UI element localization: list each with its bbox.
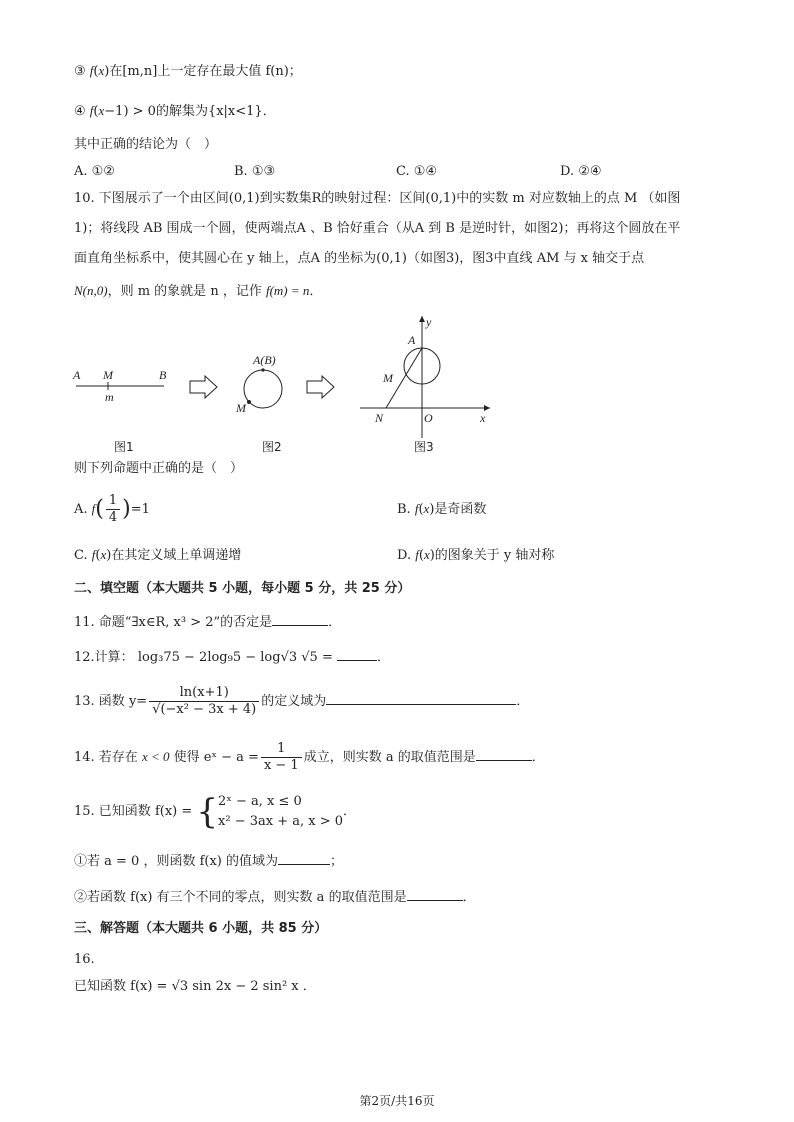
q12: [74, 648, 390, 667]
figure3-caption: 图3: [414, 440, 434, 454]
q9-option-c: C. ①④: [396, 164, 438, 179]
q15-label: 15. 已知函数 f(x) =: [74, 804, 193, 819]
arrow-right-icon: [190, 376, 217, 398]
q9-option-d: D. ②④: [560, 164, 602, 179]
q10-point-n: N(n,0): [74, 283, 108, 298]
fig3-label-m: M: [383, 371, 393, 385]
q13-label: 13. 函数 y=: [74, 694, 148, 709]
q13-end: ．: [516, 694, 530, 709]
section3-title: 三、解答题（本大题共 6 小题，共 85 分）: [74, 921, 328, 936]
q15-part2: [74, 888, 476, 907]
q10-line3: 面直角坐标系中，使其圆心在 y 轴上，点A 的坐标为(0,1)（如图3)，图3中直线 AM 与 x 轴交于点: [74, 251, 645, 266]
q11-text: 11. 命题“∃x∈R, x³ > 2”的否定是: [74, 615, 273, 630]
q10-line2: 1)；将线段 AB 围成一个圆，使两端点A 、B 恰好重合（从A 到 B 是逆时针，如图2)；再将这个圆放在平: [74, 221, 681, 236]
q9-item4-mark: ④: [74, 104, 86, 119]
q10-option-b: B. f(x)是奇函数: [397, 501, 487, 517]
q13-numerator: ln(x+1): [149, 685, 259, 702]
q15-part2-blank: [407, 888, 463, 901]
q14-expression: eˣ − a =: [203, 750, 259, 765]
q15-cases: [218, 792, 343, 832]
q9-item3-mark: ③: [74, 64, 86, 79]
q9-item3: ③ f(x)在[m,n]上一定存在最大值 f(n)；: [74, 63, 302, 79]
q14-text2: 成立，则实数 a 的取值范围是: [303, 750, 476, 765]
q14-end: ．: [531, 750, 545, 765]
fig1-label-m: M: [103, 368, 113, 382]
q10-line1: 10. 下图展示了一个由区间(0,1)到实数集R的映射过程：区间(0,1)中的实数 m 对应数轴上的点 M （如图: [74, 191, 681, 206]
q10-fm-eq: f(m) = n: [265, 283, 310, 298]
q15-part1-text: ①若 a = 0 ，则函数 f(x) 的值域为: [74, 854, 278, 869]
q13-answer-blank: [326, 692, 516, 705]
figure2-circle: [235, 353, 282, 415]
q14: [74, 739, 545, 776]
fig3-label-x: x: [480, 411, 486, 425]
q13-denominator: √(−x² − 3x + 4): [152, 702, 257, 717]
q10-option-a-den: 4: [108, 510, 118, 525]
q15-part2-end: ．: [462, 890, 476, 905]
q10-option-d-label: D.: [397, 548, 412, 563]
q10-option-a-fraction: [106, 493, 120, 526]
q10-option-c-text: 在其定义域上单调递增: [111, 548, 242, 563]
q9-prompt: 其中正确的结论为（ ）: [74, 137, 218, 152]
q12-label: 12.计算：: [74, 650, 134, 665]
q16-number: 16.: [74, 952, 95, 967]
figure3-coordinate-plane: [360, 315, 490, 438]
q12-end: ．: [376, 650, 390, 665]
fig1-label-a: A: [73, 368, 81, 382]
fig2-label-ab: A(B): [253, 353, 276, 367]
fig3-label-n: N: [375, 411, 384, 425]
q15-part2-text: ②若函数 f(x) 有三个不同的零点，则实数 a 的取值范围是: [74, 890, 407, 905]
q10-option-b-text: 是奇函数: [434, 502, 487, 517]
q10-figures: [60, 308, 500, 448]
q10-prompt: 则下列命题中正确的是（ ）: [74, 461, 244, 476]
section2-title: 二、填空题（本大题共 5 小题，每小题 5 分，共 25 分）: [74, 581, 411, 596]
fig1-label-m-lower: m: [105, 390, 114, 404]
q15-case1: 2ˣ − a, x ≤ 0: [218, 793, 302, 809]
figure2-caption: 图2: [262, 440, 282, 454]
q14-numerator: 1: [261, 741, 302, 758]
q14-fraction: [261, 741, 302, 774]
q9-item3-text: 在[m,n]上一定存在最大值 f(n)；: [109, 64, 302, 79]
q10-line4: [74, 282, 322, 301]
q10-option-a: A. f( $\frac{1}{4}$ )=1: [74, 493, 150, 525]
fig2-label-m: M: [236, 401, 246, 415]
q13-text: 的定义域为: [261, 694, 327, 709]
q14-answer-blank: [476, 748, 532, 761]
q10-line4-text: ，则 m 的象就是 n ，记作: [107, 284, 262, 299]
q14-text: 使得: [173, 750, 200, 765]
figure1-segment: [72, 368, 167, 404]
q13: [74, 684, 529, 720]
q11: [74, 613, 341, 632]
fig3-label-y: y: [426, 315, 432, 329]
q16-text: 已知函数 f(x) = √3 sin 2x − 2 sin² x ．: [74, 979, 316, 994]
q9-item4: ④ f(x−1) > 0的解集为{x|x<1}．: [74, 103, 276, 119]
q15-part1-blank: [278, 852, 330, 865]
q10-option-c: C. f(x)在其定义域上单调递增: [74, 547, 242, 563]
q9-item4-text: 的解集为{x|x<1}．: [155, 104, 276, 119]
q14-denominator: x − 1: [263, 758, 299, 773]
q10-option-a-num: 1: [106, 493, 120, 510]
q15: [74, 790, 356, 834]
fig3-label-o: O: [424, 411, 433, 425]
q15-end: ．: [343, 804, 357, 819]
page-footer: 第2页/共16页: [359, 1094, 435, 1108]
q9-option-b: B. ①③: [234, 164, 276, 179]
q15-brace: {: [196, 791, 219, 832]
q10-option-d: D. f(x)的图象关于 y 轴对称: [397, 547, 555, 563]
q12-expression: log₃75 − 2log₉5 − log√3 √5 =: [137, 650, 333, 665]
q10-option-d-text: 的图象关于 y 轴对称: [434, 548, 555, 563]
q10-option-a-rhs: =1: [130, 502, 150, 517]
q12-answer-blank: [337, 648, 377, 661]
arrow-right-icon: [307, 376, 334, 398]
q9-option-a: A. ①②: [74, 164, 115, 179]
q13-fraction: [149, 685, 259, 718]
q10-line4-end: ．: [309, 284, 323, 299]
q10-option-b-label: B.: [397, 502, 411, 517]
q15-case2: x² − 3ax + a, x > 0: [218, 813, 344, 829]
figure1-caption: 图1: [114, 440, 134, 454]
fig3-label-a: A: [408, 333, 416, 347]
q11-end: ．: [328, 615, 342, 630]
q11-answer-blank: [272, 613, 328, 626]
q15-part1: [74, 852, 343, 871]
q10-option-c-label: C.: [74, 548, 88, 563]
q10-option-a-label: A.: [74, 502, 88, 517]
fig1-label-b: B: [159, 368, 167, 382]
q14-condition: x < 0: [141, 749, 170, 764]
q15-part1-end: ；: [330, 854, 344, 869]
q14-label: 14. 若存在: [74, 750, 138, 765]
